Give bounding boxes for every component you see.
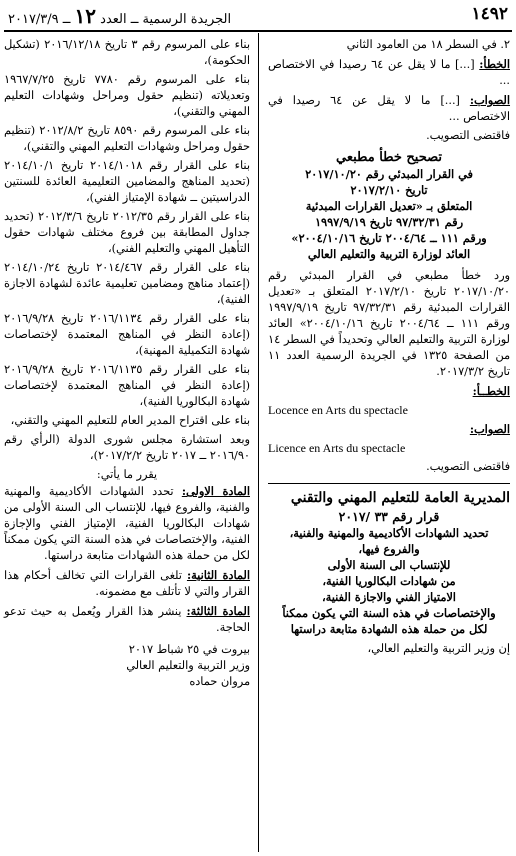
decision-title-line: للإنتساب الى السنة الأولى	[327, 558, 451, 572]
page-number: ١٤٩٢	[471, 4, 508, 24]
recital: بناء على المرسوم رقم ٧٧٨٠ تاريخ ١٩٦٧/٧/٢٥ وتعديلاته (تنظيم حقول ومراحل وشهادات التعليم المهني والتقني)،	[4, 73, 250, 118]
article-3-text: ينشر هذا القرار ويُعمل به حيث تدعو الحاجة.	[4, 605, 250, 634]
signature-place-date: بيروت في ٢٥ شباط ٢٠١٧	[128, 643, 250, 656]
correction-body: ورد خطأ مطبعي في القرار المبدئي رقم ٢٠١٧/١٠/٢٠ تاريخ ٢٠١٧/٢/١٠ المتعلق بـ «تعديل القرارات المبدئية رقم ٩٧/٣٢/٣١ تاريخ ١٩٩٧/٩/١٩ ورقم ١١١ ــ ٢٠٠٤/٦٤ تاريخ ٢٠٠٤/١٠/١٦» العائد لوزارة التربية والتعليم العالي وتحديداً في السطر ١٤ من الصفحة ١٣٢٥ في الجريدة الرسمية العدد ١١ تاريخ ٢٠١٧/٣/٢.	[268, 269, 510, 378]
article-3-label: المادة الثالثة:	[186, 604, 251, 618]
correction-intro: ٢. في السطر ١٨ من العامود الثاني	[346, 38, 510, 51]
decides-line: يقرر ما يأتي:	[96, 468, 158, 481]
decision-title-line: من شهادات البكالوريا الفنية،	[322, 574, 456, 588]
closing-note: فاقتضى التصويب.	[426, 129, 510, 142]
recital: بناء على القرار رقم ٢٠١٦/١١٣٤ تاريخ ٢٠١٦/٩/٢٨ (إعادة النظر في المناهج المعتمدة لإختصاصات شهادة التكميلية المهنية)،	[4, 312, 250, 357]
article-2	[4, 567, 250, 600]
header-title	[8, 4, 231, 28]
article-2-label: المادة الثانية:	[186, 568, 251, 582]
correct-text: [...] ما لا يقل عن ٦٤ رصيدا في الاختصاص ...	[268, 94, 510, 123]
column-divider	[258, 33, 259, 852]
decision-title-line: الامتياز الفني والاجازة الفنية،	[322, 590, 456, 604]
error-label-2: الخطــأ:	[472, 384, 510, 398]
decision-title-line: والإختصاصات في هذه السنة التي يكون ممكناً	[282, 606, 496, 620]
right-column	[268, 37, 510, 660]
correction-title-line: في القرار المبدئي رقم ٢٠١٧/١٠/٢٠	[305, 167, 473, 181]
recital: بناء على اقتراح المدير العام للتعليم المهني والتقني،	[10, 414, 250, 427]
correction-title-line: ورقم ١١١ ــ ٢٠٠٤/٦٤ تاريخ ٢٠٠٤/١٠/١٦»	[291, 231, 487, 245]
page-header	[0, 0, 516, 30]
correction-title-line: رقم ٩٧/٣٢/٣١ تاريخ ١٩٩٧/٩/١٩	[314, 215, 464, 229]
recital: وبعد استشارة مجلس شورى الدولة (الرأي رقم ٢٠١٦/٩٠ ــ ٢٠١٧ تاريخ ٢٠١٧/٢/٢)،	[4, 433, 250, 462]
recital: بناء على القرار رقم ٢٠١٦/١١٣٥ تاريخ ٢٠١٦/٩/٢٨ (إعادة النظر في المناهج المعتمدة لإختصاصات شهادة البكالوريا الفنية)،	[4, 363, 250, 408]
article-1-label: المادة الاولى:	[181, 484, 250, 498]
article-2-text: تلغى القرارات التي تخالف أحكام هذا القرار والتي لا تأتلف مع مضمونه.	[4, 569, 250, 598]
correct-paragraph	[268, 92, 510, 125]
recital: بناء على القرار رقم ٢٠١٤/١٠١٨ تاريخ ٢٠١٤/١٠/١ (تحديد المناهج والمضامين التعليمية العائدة للسنتين الدراسيتين ــ شهادة الإمتياز الفني)،	[4, 159, 250, 204]
correction-title-line: المتعلق بـ «تعديل القرارات المبدئية	[305, 199, 473, 213]
signature-title: وزير التربية والتعليم العالي	[126, 659, 250, 672]
error-label: الخطأ:	[479, 57, 510, 71]
minister-preamble: إن وزير التربية والتعليم العالي،	[367, 642, 510, 655]
signature-block	[4, 642, 250, 690]
decision-title-line: والفروع فيها،	[358, 542, 420, 556]
section-separator	[268, 483, 510, 484]
article-1-text: تحدد الشهادات الأكاديمية والمهنية والفنية، والفروع فيها، للإنتساب الى السنة الأولى من شهادات البكالوريا الفنية، الإمتياز الفني والإجازة الفنية، والإختصاصات في هذه السنة التي يكون ممكناً لكل من حملة هذه الشهادات متابعة دراستها.	[4, 485, 250, 562]
signature-name: مروان حماده	[189, 675, 250, 688]
recital: بناء على المرسوم رقم ٨٥٩٠ تاريخ ٢٠١٢/٨/٢ (تنظيم حقول ومراحل وشهادات التعليم المهني والتقني)،	[4, 124, 250, 153]
correction-title-line: العائد لوزارة التربية والتعليم العالي	[307, 247, 471, 261]
correction-title-line: تاريخ ٢٠١٧/٢/١٠	[350, 183, 428, 197]
gazette-name: الجريدة الرسمية ــ العدد	[100, 12, 232, 27]
decision-title-line: لكل من حملة هذه الشهادة متابعة دراستها	[290, 622, 488, 636]
recital: بناء على القرار رقم ٢٠١٤/٤٦٧ تاريخ ٢٠١٤/١٠/٢٤ (إعتماد مناهج ومضامين تعليمية عائدة لشهادة الاجازة الفنية)،	[4, 261, 250, 306]
closing-note-2: فاقتضى التصويب.	[426, 460, 510, 473]
correct-text-2: Licence en Arts du spectacle	[268, 441, 406, 455]
directorate-title: المديرية العامة للتعليم المهني والتقني	[290, 490, 510, 506]
left-column	[4, 37, 250, 690]
correct-label: الصواب:	[469, 93, 511, 107]
recital: بناء على المرسوم رقم ٣ تاريخ ٢٠١٦/١٢/١٨ (تشكيل الحكومة)،	[4, 38, 250, 67]
decision-number: قرار رقم ٣٣ /٢٠١٧	[338, 509, 440, 524]
error-paragraph	[268, 56, 510, 89]
recital: بناء على القرار رقم ٢٠١٢/٣٥ تاريخ ٢٠١٢/٣/٦ (تحديد جداول المطابقة بين فروع مختلف شهادات حقول التأهيل المهني والتعليم الفني)،	[4, 210, 250, 255]
issue-number: ١٢	[74, 4, 97, 28]
correct-label-2: الصواب:	[469, 422, 510, 436]
decision-title-line: تحديد الشهادات الأكاديمية والمهنية والفنية،	[289, 526, 489, 540]
article-3	[4, 603, 250, 636]
error-text: [...] ما لا يقل عن ٦٤ رصيدا في الاختصاص ...	[268, 58, 510, 87]
issue-date: ــ ٢٠١٧/٣/٩	[8, 12, 71, 27]
header-rule	[4, 30, 512, 32]
error-text-2: Locence en Arts du spectacle	[268, 403, 408, 417]
correction-title: تصحيح خطأ مطبعي	[336, 150, 442, 165]
article-1	[4, 483, 250, 564]
